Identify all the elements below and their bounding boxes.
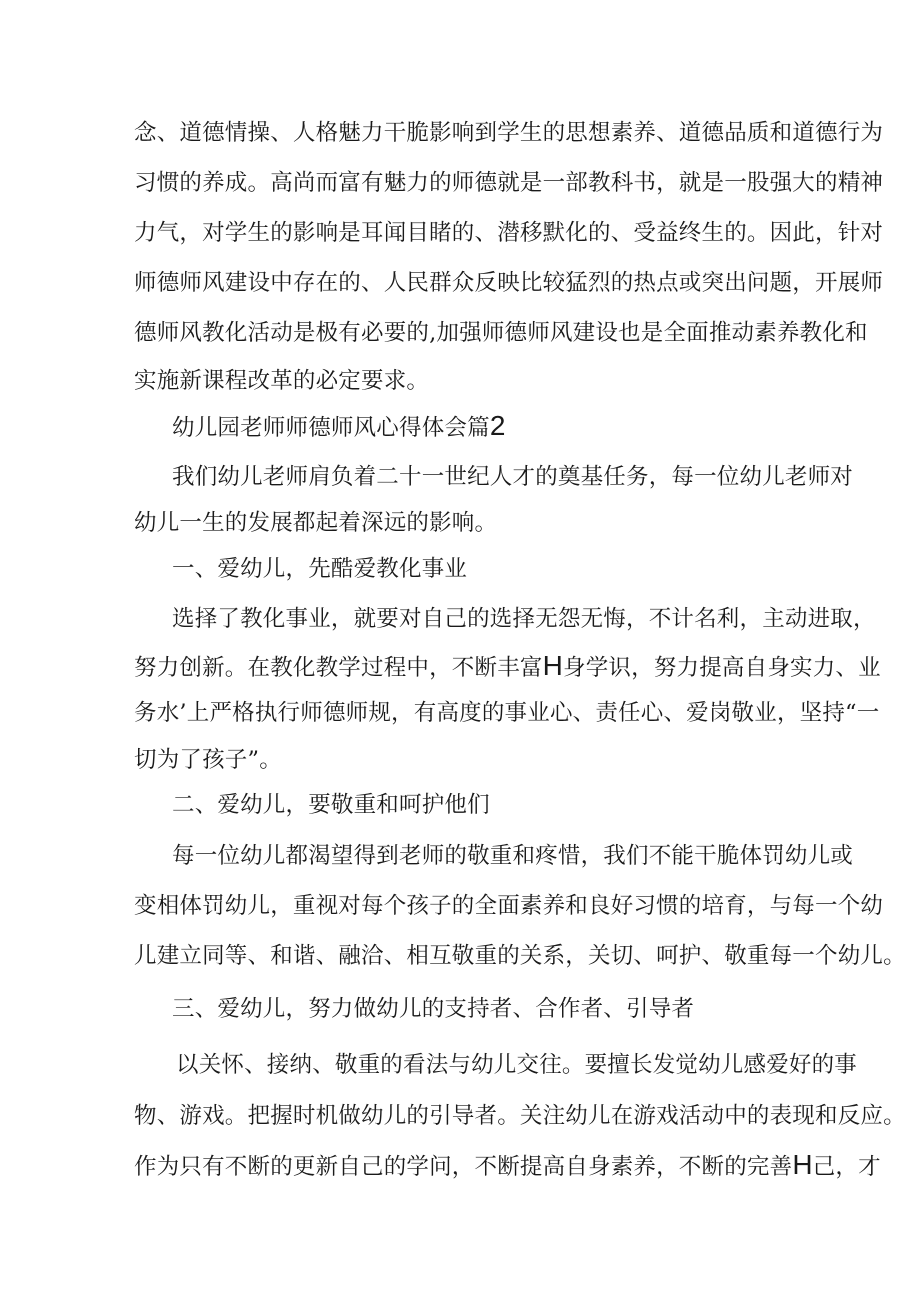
paragraph-5-line-3 xyxy=(134,1150,881,1182)
paragraph-5-line-2: 物、游戏。把握时机做幼儿的引导者。关注幼儿在游戏活动中的表现和反应。 xyxy=(134,1103,906,1129)
subheading-2: 二、爱幼儿，要敬重和呵护他们 xyxy=(172,792,490,818)
paragraph-1-line-6: 实施新课程改革的必定要求。 xyxy=(134,368,430,394)
paragraph-2-line-1: 我们幼儿老师肩负着二十一世纪人才的奠基任务，每一位幼儿老师对 xyxy=(172,464,854,490)
glyph-h-1: H xyxy=(542,650,564,681)
section-title-number: 2 xyxy=(489,410,506,441)
paragraph-3-line-1: 选择了教化事业，就要对自己的选择无怨无悔，不计名利，主动进取， xyxy=(172,606,876,632)
paragraph-1-line-5: 德师风教化活动是极有必要的,加强师德师风建设也是全面推动素养教化和 xyxy=(134,320,868,346)
paragraph-1-line-2: 习惯的养成。高尚而富有魅力的师德就是一部教科书，就是一股强大的精神 xyxy=(134,170,884,196)
section-title-text: 幼儿园老师师德师风心得体会篇 xyxy=(172,415,490,441)
paragraph-3-line-2-head: 努力创新。在教化教学过程中，不断丰富 xyxy=(134,655,543,681)
paragraph-4-line-2: 变相体罚幼儿，重视对每个孩子的全面素养和良好习惯的培育，与每一个幼 xyxy=(134,893,884,919)
paragraph-4-line-3: 儿建立同等、和谐、融洽、相互敬重的关系，关切、呵护、敬重每一个幼儿。 xyxy=(134,943,906,969)
paragraph-5-line-1: 以关怀、接纳、敬重的看法与幼儿交往。要擅长发觉幼儿感爱好的事 xyxy=(176,1052,858,1078)
paragraph-4-line-1: 每一位幼儿都渴望得到老师的敬重和疼惜，我们不能干脆体罚幼儿或 xyxy=(172,843,854,869)
paragraph-3-line-4: 切为了孩子”。 xyxy=(134,747,282,773)
paragraph-1-line-1: 念、道德情操、人格魅力干脆影响到学生的思想素养、道德品质和道德行为 xyxy=(134,120,884,146)
paragraph-3-line-3: 务水’上严格执行师德师规，有高度的事业心、责任心、爱岗敬业，坚持“一 xyxy=(134,700,880,726)
paragraph-3-line-2-tail: 身学识，努力提高自身实力、业 xyxy=(563,655,881,681)
section-title xyxy=(172,411,506,443)
subheading-1: 一、爱幼儿，先酷爱教化事业 xyxy=(172,556,468,582)
paragraph-1-line-4: 师德师风建设中存在的、人民群众反映比较猛烈的热点或突出问题，开展师 xyxy=(134,270,884,296)
paragraph-3-line-2 xyxy=(134,651,881,683)
paragraph-2-line-2: 幼儿一生的发展都起着深远的影响。 xyxy=(134,510,498,536)
paragraph-1-line-3: 力气，对学生的影响是耳闻目睹的、潜移默化的、受益终生的。因此，针对 xyxy=(134,220,884,246)
paragraph-5-line-3-head: 作为只有不断的更新自己的学问，不断提高自身素养，不断的完善 xyxy=(134,1154,793,1180)
glyph-h-2: H xyxy=(792,1149,813,1180)
subheading-3: 三、爱幼儿，努力做幼儿的支持者、合作者、引导者 xyxy=(172,996,695,1022)
paragraph-5-line-3-tail: 己，才 xyxy=(812,1154,881,1180)
